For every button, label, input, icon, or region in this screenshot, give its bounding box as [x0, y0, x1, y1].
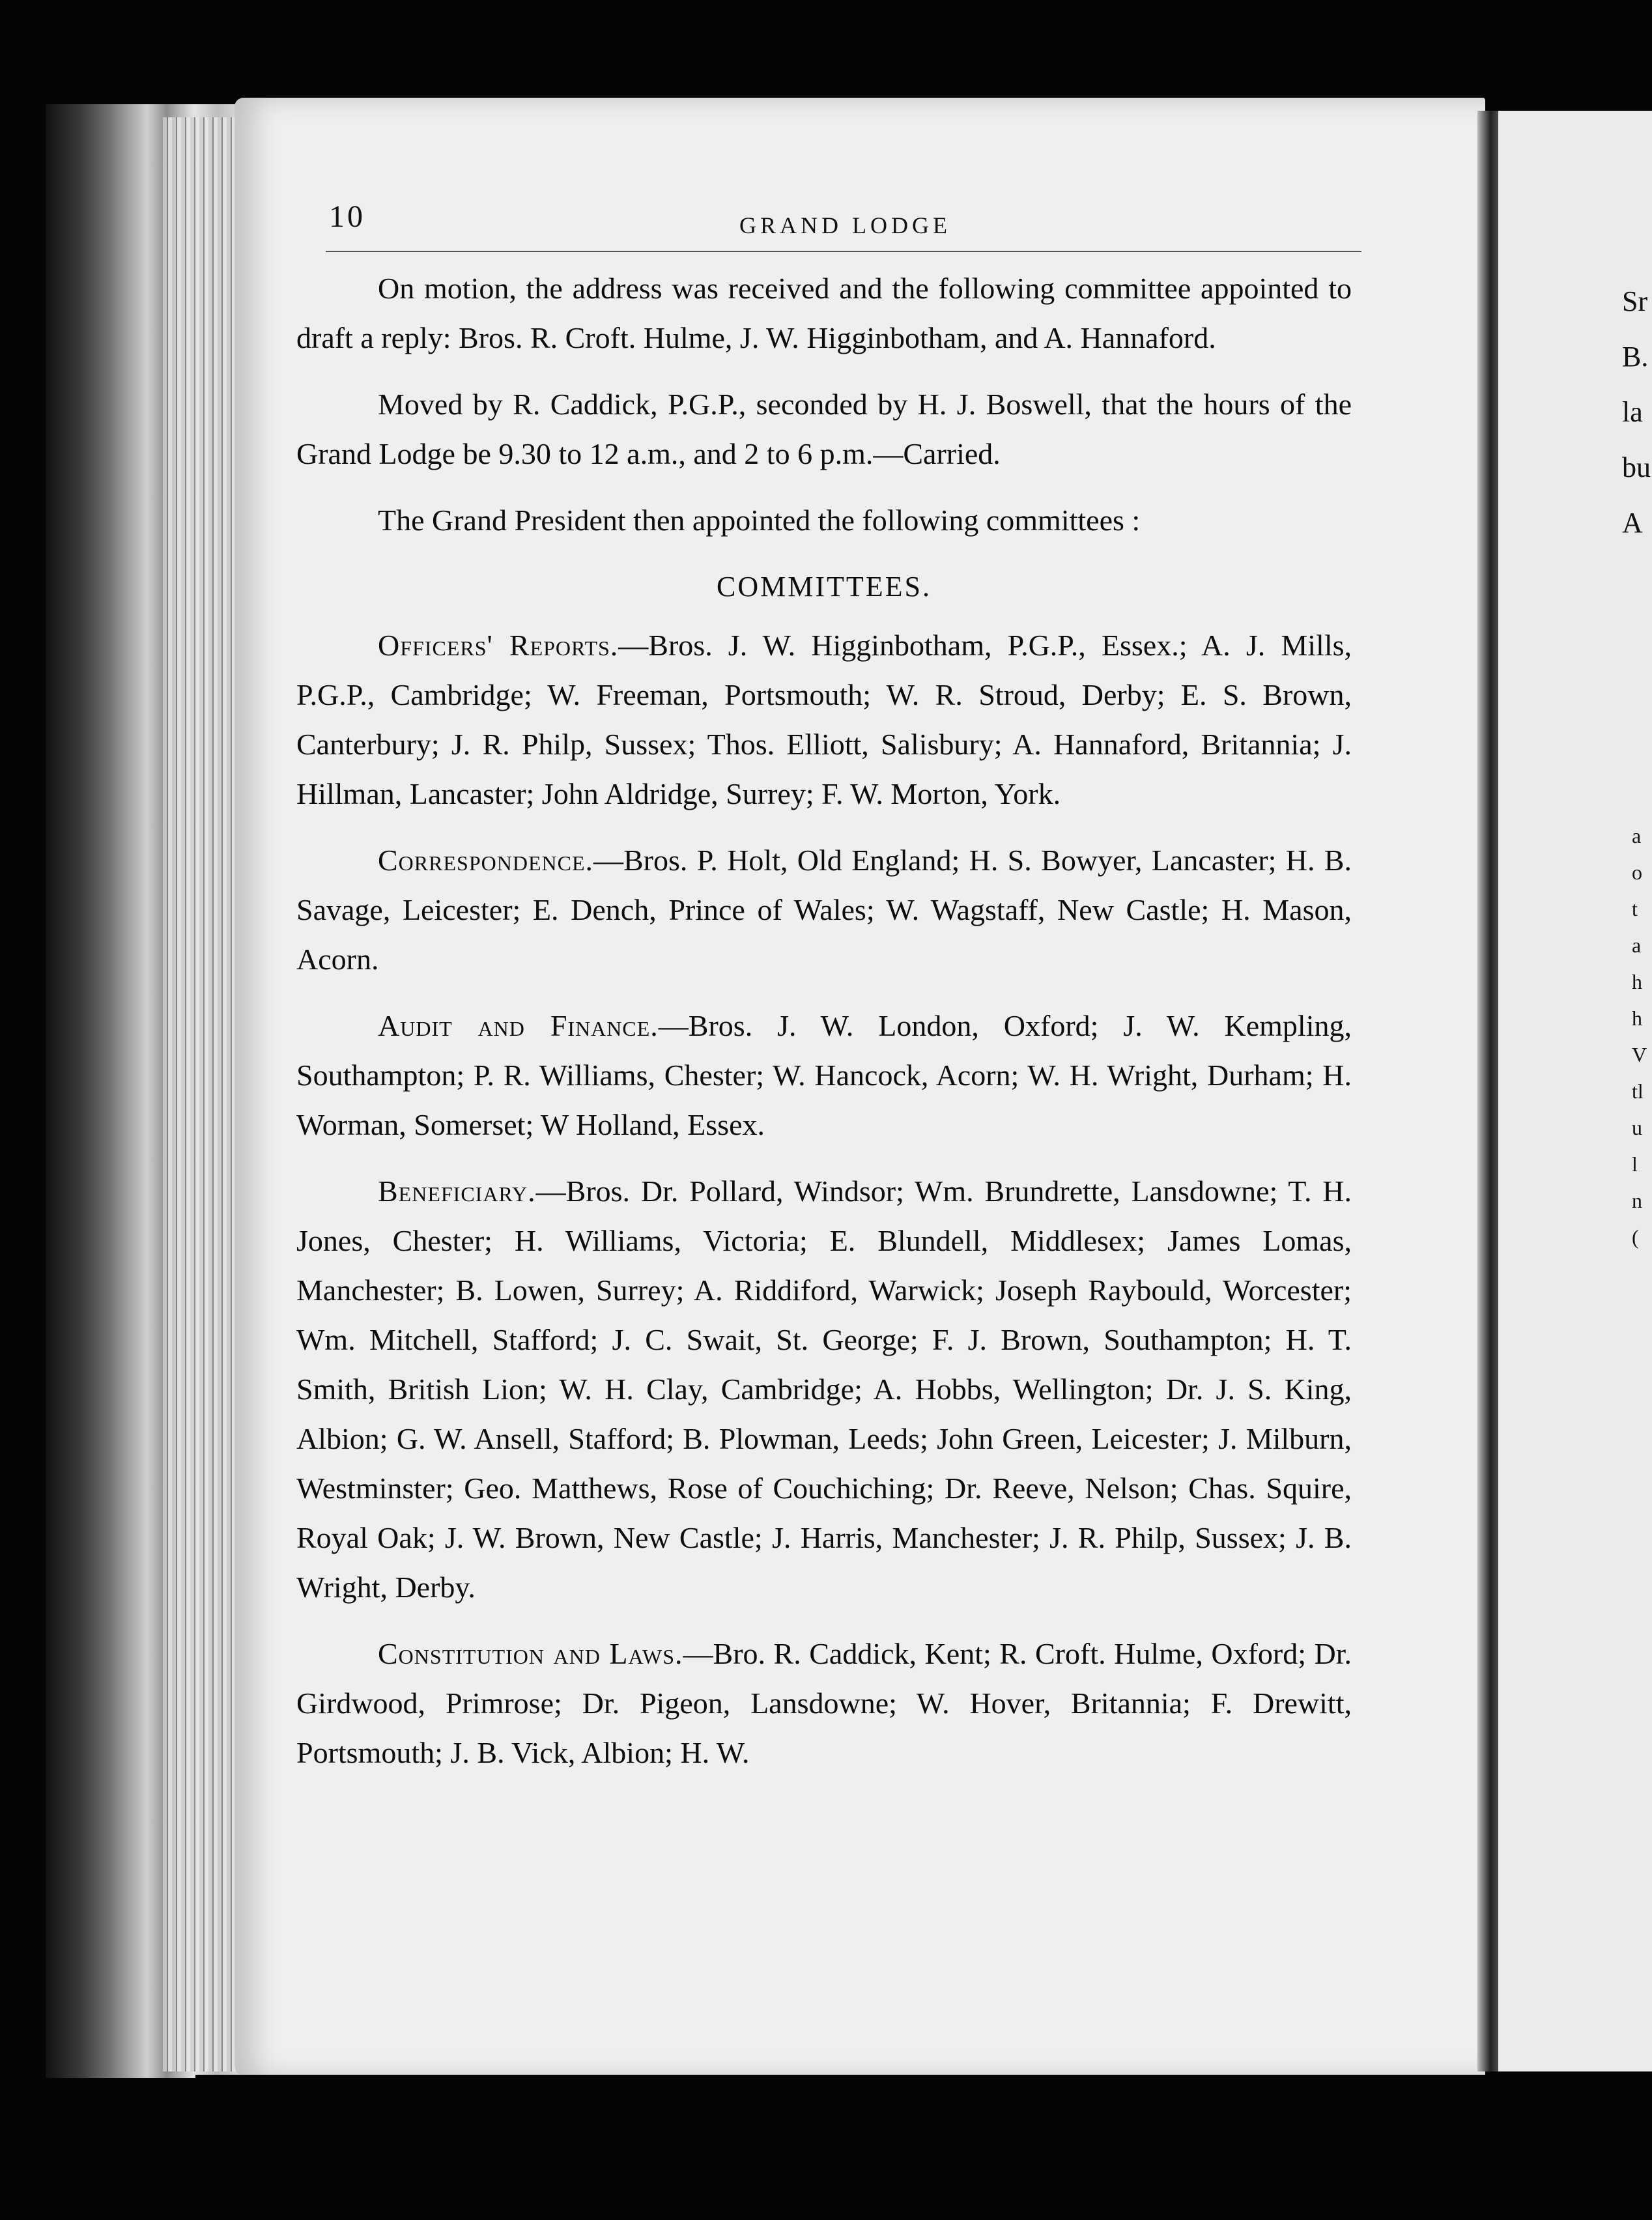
- header-rule: [326, 251, 1361, 252]
- committee-title: Correspondence.: [378, 844, 593, 877]
- committees-heading: COMMITTEES.: [717, 571, 932, 603]
- fragment: o: [1632, 861, 1642, 884]
- fragment: l: [1632, 1152, 1638, 1176]
- committee-title: Officers' Reports.: [378, 629, 619, 662]
- running-head: GRAND LODGE: [739, 212, 951, 238]
- committee-entry: [296, 836, 1352, 984]
- fragment: Sr: [1622, 285, 1648, 317]
- fragment: u: [1632, 1116, 1642, 1139]
- page-number: 10: [329, 199, 365, 234]
- fragment: h: [1632, 970, 1642, 993]
- page-header: [329, 199, 1365, 251]
- committee-members: —Bros. P. Holt, Old England; H. S. Bowyer, Lancaster; H. B. Savage, Leicester; E. Dench, Prince of Wales; W. Wagstaff, New Castle; H. Mason, Acorn.: [296, 844, 1352, 976]
- committee-title: Beneficiary.: [378, 1174, 536, 1208]
- committee-title: Audit and Finance.: [378, 1009, 659, 1042]
- page-edges: [163, 117, 241, 2071]
- fragment: (: [1632, 1225, 1639, 1249]
- fragment: la: [1622, 396, 1643, 428]
- fragment: t: [1632, 897, 1638, 920]
- committee-members: —Bros. Dr. Pollard, Windsor; Wm. Brundrette, Lansdowne; T. H. Jones, Chester; H. Williams, Victoria; E. Blundell, Middlesex; James Lomas, Manchester; B. Lowen, Surrey; A. Riddiford, Warwick; Joseph Raybould, Worcester; Wm. Mitchell, Stafford; J. C. Swait, St. George; F. J. Brown, Southampton; H. T. Smith, British Lion; W. H. Clay, Cambridge; A. Hobbs, Wellington; Dr. J. S. King, Albion; G. W. Ansell, Stafford; B. Plowman, Leeds; John Green, Leicester; J. Milburn, Westminster; Geo. Matthews, Rose of Couchiching; Dr. Reeve, Nelson; Chas. Squire, Royal Oak; J. W. Brown, New Castle; J. Harris, Manchester; J. R. Philp, Sussex; J. B. Wright, Derby.: [296, 1174, 1352, 1604]
- fragment: V: [1632, 1043, 1647, 1066]
- facing-page-text-upper: [1622, 274, 1652, 550]
- paragraph: The Grand President then appointed the following committees :: [378, 504, 1141, 537]
- fragment: a: [1632, 824, 1642, 847]
- committee-entry: [296, 1629, 1352, 1778]
- paragraph: Moved by R. Caddick, P.G.P., seconded by H. J. Boswell, that the hours of the Grand Lodge be 9.30 to 12 a.m., and 2 to 6 p.m.—Carried.: [296, 388, 1352, 470]
- fragment: a: [1632, 933, 1642, 957]
- committee-entry: [296, 1001, 1352, 1150]
- committee-entry: [296, 1167, 1352, 1612]
- facing-page-text-lower: [1632, 818, 1652, 1255]
- fragment: tl: [1632, 1079, 1644, 1103]
- fragment: A: [1622, 507, 1643, 539]
- page-body: [296, 264, 1352, 1795]
- paragraph: On motion, the address was received and the following committee appointed to draft a reply: Bros. R. Croft. Hulme, J. W. Higginbotham, and A. Hannaford.: [296, 272, 1352, 354]
- committee-members: —Bros. J. W. London, Oxford; J. W. Kempling, Southampton; P. R. Williams, Chester; W. Hancock, Acorn; W. H. Wright, Durham; H. Worman, Somerset; W Holland, Essex.: [296, 1009, 1352, 1141]
- committee-entry: [296, 621, 1352, 819]
- committee-members: —Bros. J. W. Higginbotham, P.G.P., Essex.; A. J. Mills, P.G.P., Cambridge; W. Freeman, Portsmouth; W. R. Stroud, Derby; E. S. Brown, Canterbury; J. R. Philp, Sussex; Thos. Elliott, Salisbury; A. Hannaford, Britannia; J. Hillman, Lancaster; John Aldridge, Surrey; F. W. Morton, York.: [296, 629, 1352, 810]
- fragment: B.: [1622, 341, 1649, 373]
- fragment: h: [1632, 1006, 1642, 1030]
- committee-title: Constitution and Laws.: [378, 1637, 683, 1670]
- fragment: n: [1632, 1189, 1642, 1212]
- fragment: bu: [1622, 451, 1651, 483]
- committee-members: —Bro. R. Caddick, Kent; R. Croft. Hulme, Oxford; Dr. Girdwood, Primrose; Dr. Pigeon, Lansdowne; W. Hover, Britannia; F. Drewitt, Portsmouth; J. B. Vick, Albion; H. W.: [296, 1637, 1352, 1769]
- scan-background: [195, 2075, 1652, 2220]
